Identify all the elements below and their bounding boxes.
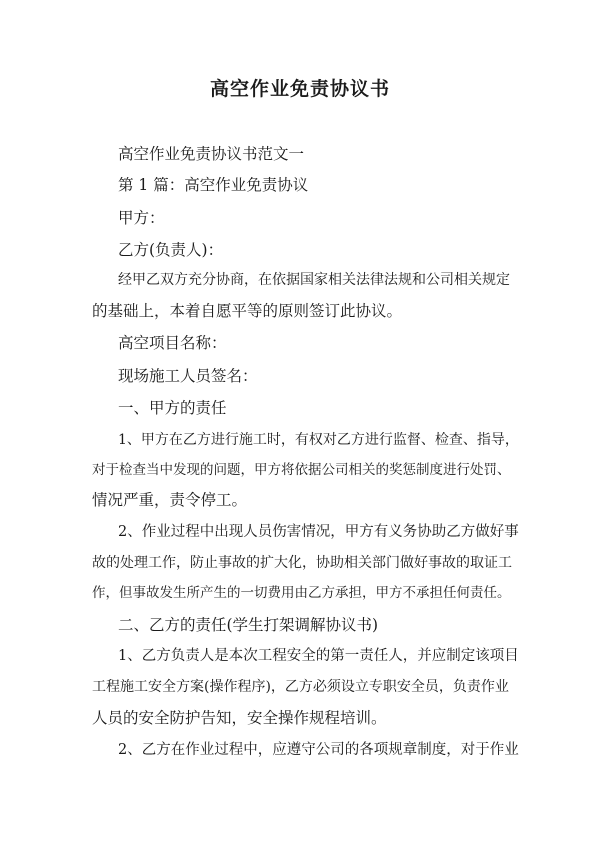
paragraph-line: 故的处理工作，防止事故的扩大化，协助相关部门做好事故的取证工 — [92, 555, 512, 571]
paragraph-line: 情况严重，责令停工。 — [92, 491, 248, 509]
section-heading: 二、乙方的责任(学生打架调解协议书) — [118, 616, 379, 634]
paragraph-line: 1、乙方负责人是本次工程安全的第一责任人，并应制定该项目 — [118, 648, 519, 664]
paragraph-line: 1、甲方在乙方进行施工时，有权对乙方进行监督、检查、指导， — [118, 432, 519, 448]
section-heading: 一、甲方的责任 — [118, 399, 227, 417]
paragraph-line: 作，但事故发生所产生的一切费用由乙方承担，甲方不承担任何责任。 — [92, 585, 511, 601]
paragraph-line: 对于检查当中发现的问题，甲方将依据公司相关的奖惩制度进行处罚、 — [92, 462, 511, 478]
paragraph-line: 2、作业过程中出现人员伤害情况，甲方有义务协助乙方做好事 — [118, 524, 519, 540]
worker-signature-label: 现场施工人员签名： — [118, 367, 258, 385]
subtitle-line: 高空作业免责协议书范文一 — [118, 145, 305, 163]
party-a-label: 甲方： — [118, 209, 165, 227]
chapter-heading: 第 1 篇：高空作业免责协议 — [118, 176, 309, 194]
paragraph-line: 人员的安全防护告知，安全操作规程培训。 — [92, 709, 387, 727]
paragraph-line: 2、乙方在作业过程中，应遵守公司的各项规章制度，对于作业 — [118, 742, 519, 758]
project-name-label: 高空项目名称： — [118, 334, 227, 352]
document-title: 高空作业免责协议书 — [209, 78, 390, 100]
paragraph-line: 的基础上，本着自愿平等的原则签订此协议。 — [92, 302, 403, 320]
paragraph-line: 工程施工安全方案(操作程序)，乙方必须设立专职安全员，负责作业 — [92, 679, 509, 695]
party-b-label: 乙方(负责人)： — [118, 241, 224, 259]
paragraph-line: 经甲乙双方充分协商，在依据国家相关法律法规和公司相关规定 — [118, 272, 510, 288]
